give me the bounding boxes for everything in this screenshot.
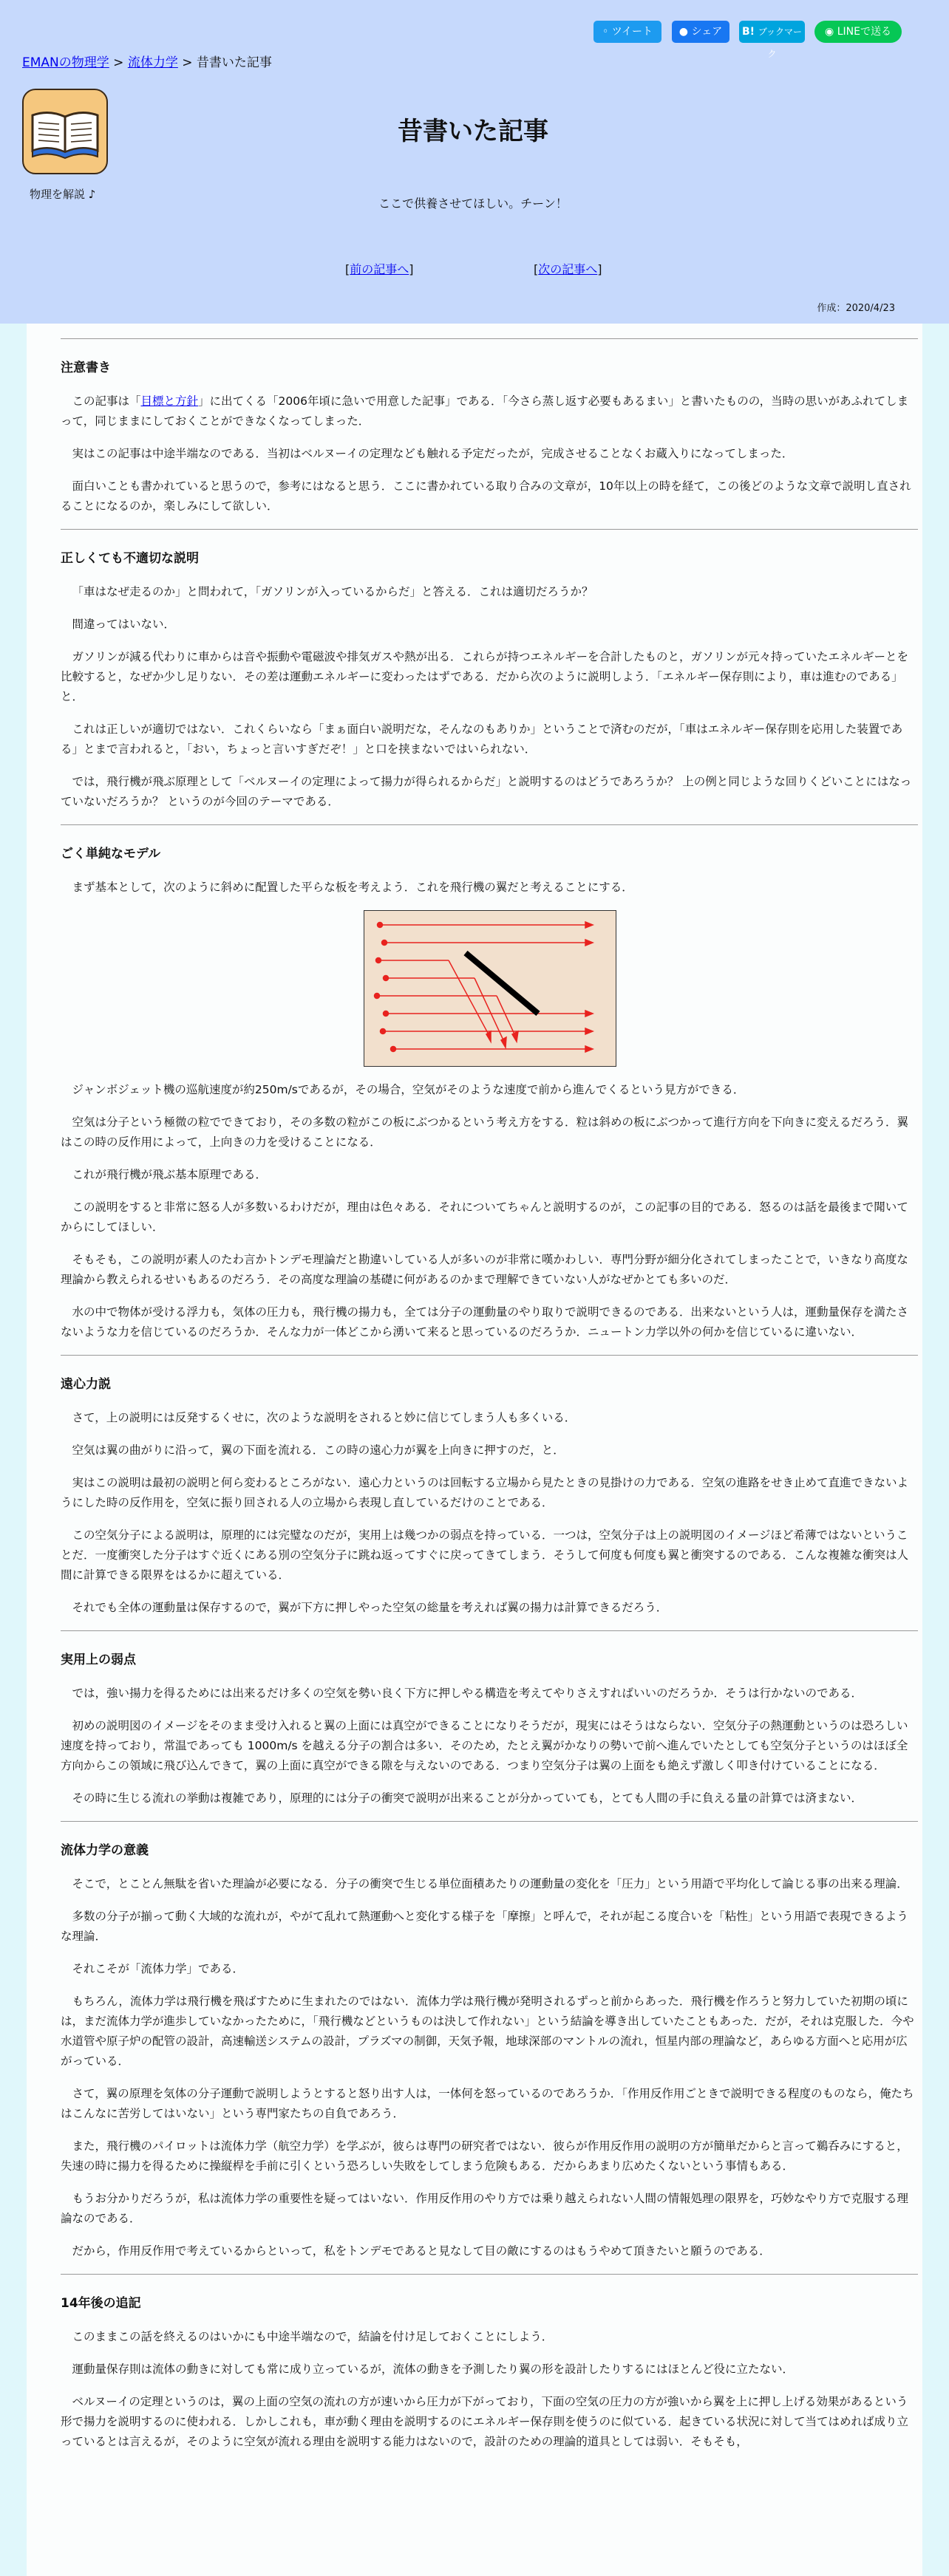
- breadcrumb-category-link[interactable]: 流体力学: [127, 55, 178, 70]
- paragraph: それこそが「流体力学」である．: [72, 1962, 245, 1975]
- created-date: 作成：2020/4/23: [817, 303, 895, 314]
- paragraph: 運動量保存則は流体の動きに対しても常に成り立っているが，流体の動きを予測したり翼の形を設計したりするにはほとんど役に立たない．: [72, 2363, 795, 2376]
- section-heading: 14年後の追記: [61, 2296, 141, 2311]
- paragraph: まず基本として，次のように斜めに配置した平らな板を考えよう．これを飛行機の翼だと考えることにする．: [72, 881, 633, 894]
- paragraph: ガソリンが減る代わりに車からは音や振動や電磁波や排気ガスや熱が出る．これらが持つエネルギーを合計したものと，ガソリンが元々持っていたエネルギーとを比較すると，なぜか少し足りない．その差は運動エネルギーに変わったはずである．だから次のように説明しよう．「エネルギー保存則により，車は進むのである」と．: [61, 650, 909, 703]
- article-body: [0, 324, 949, 2576]
- open-book-icon: [24, 90, 106, 173]
- paragraph: この説明をすると非常に怒る人が多数いるわけだが，理由は色々ある．それについてちゃんと説明するのが，この記事の目的である．怒るのは話を最後まで聞いてからにしてほしい．: [61, 1200, 908, 1234]
- section-divider: [61, 824, 918, 825]
- paragraph: では，飛行機が飛ぶ原理として「ベルヌーイの定理によって揚力が得られるからだ」と説明するのはどうであろうか？ 上の例と同じような回りくどいことにはなっていないだろうか？ というのが今回のテーマである．: [61, 775, 912, 808]
- paragraph: 空気は翼の曲がりに沿って，翼の下面を流れる．この時の遠心力が翼を上向きに押すのだ，と．: [72, 1444, 565, 1457]
- goals-link[interactable]: 目標と方針: [140, 394, 199, 408]
- breadcrumb-site-link[interactable]: EMANの物理学: [22, 55, 109, 70]
- paragraph: だから，作用反作用で考えているからといって，私をトンデモであると見なして目の敵にするのはもうやめて頂きたいと願うのである．: [72, 2244, 771, 2258]
- paragraph: さて，翼の原理を気体の分子運動で説明しようとすると怒り出す人は，一体何を怒っているのであろうか．「作用反作用ごときで説明できる程度のものなら，俺たちはこんなに苦労してはいない」という専門家たちの自負であろう．: [61, 2087, 914, 2120]
- paragraph: その時に生じる流れの挙動は複雑であり，原理的には分子の衝突で説明が出来ることが分かっていても，とても人間の手に負える量の計算では済まない．: [72, 1791, 863, 1805]
- paragraph: ジャンボジェット機の巡航速度が約250m/sであるが，その場合，空気がそのような速度で前から進んでくるという見方ができる．: [72, 1083, 745, 1096]
- section-divider: [61, 1355, 918, 1356]
- paragraph: これが飛行機が飛ぶ基本原理である．: [72, 1168, 268, 1181]
- section-heading: 注意書き: [61, 361, 111, 375]
- facebook-icon: ●: [678, 26, 692, 38]
- breadcrumb-separator: >: [109, 55, 128, 70]
- paragraph: 水の中で物体が受ける浮力も，気体の圧力も，飛行機の揚力も，全ては分子の運動量のやり取りで説明できるのである．出来ないという人は，運動量保存を満たさないような力を信じているのだろうか．そんな力が一体どこから湧いて来ると思っているのだろうか．ニュートン力学以外の何かを信じているに違いない．: [61, 1305, 909, 1339]
- breadcrumb: [22, 52, 272, 70]
- page-header: [0, 0, 949, 324]
- paragraph: もちろん，流体力学は飛行機を飛ばすために生まれたのではない．流体力学は飛行機が発明されるずっと前からあった．飛行機を作ろうと努力していた初期の頃には，まだ流体力学が進歩していなかったために，「飛行機などというものは決して作れない」という結論を導き出していたこともあった．だが，それは克服した．今や水道管や原子炉の配管の設計，高速輸送システムの設計，プラズマの制御，天気予報，地球深部のマントルの流れ，恒星内部の理論など，あらゆる方面へと応用が広がっている．: [61, 1995, 914, 2068]
- tweet-label: ツイート: [611, 26, 653, 38]
- paragraph: そこで，とことん無駄を省いた理論が必要になる．分子の衝突で生じる単位面積あたりの運動量の変化を「圧力」という用語で平均化して論じる事の出来る理論．: [72, 1877, 908, 1890]
- section-divider: [61, 338, 918, 339]
- section-divider: [61, 1821, 918, 1822]
- section-heading: 正しくても不適切な説明: [61, 551, 199, 566]
- breadcrumb-separator: >: [177, 55, 197, 70]
- section-divider: [61, 1630, 918, 1631]
- paragraph: この空気分子による説明は，原理的には完璧なのだが，実用上は幾つかの弱点を持っている．一つは，空気分子は上の説明図のイメージほど希薄ではないということだ．一度衝突した分子はすぐ近くにある別の空気分子に跳ね返ってすぐに戻ってきてしまう．そうして何度も何度も翼と衝突するのである．こんな複雑な衝突は人間に計算できる限界をはるかに超えている．: [61, 1528, 909, 1582]
- left-side-band: [0, 324, 27, 2576]
- tweet-button[interactable]: [593, 21, 661, 43]
- section-heading: ごく単純なモデル: [61, 847, 161, 861]
- paragraph: このままこの話を終えるのはいかにも中途半端なので，結論を付け足しておくことにしよう．: [72, 2330, 554, 2343]
- paragraph: 面白いことも書かれていると思うので，参考にはなると思う．ここに書かれている取り合みの文章が，10年以上の時を経て，この後どのような文章で説明し直されることになるのか，楽しみにして欲しい．: [61, 479, 911, 513]
- paragraph: ベルヌーイの定理というのは，翼の上面の空気の流れの方が速いから圧力が下がっており，下面の空気の圧力の方が強いから翼を上に押し上げる効果があるという形で揚力を説明するのに使われる．しかしこれも，車が動く理由を説明するのにエネルギー保存則を使うのに似ている．起きている状況に対して当てはめれば成り立っているとは言えるが，そのように空気が流れる理由を説明する能力はないので，設計のための理論的道具としては弱い．そもそも，: [61, 2395, 909, 2448]
- paragraph: 空気は分子という極微の粒でできており，その多数の粒がこの板にぶつかるという考え方をする．粒は斜めの板にぶつかって進行方向を下向きに変えるだろう．翼はこの時の反作用によって，上向きの力を受けることになる．: [61, 1116, 909, 1149]
- section-heading: 流体力学の意義: [61, 1843, 149, 1858]
- line-share-button[interactable]: [814, 21, 902, 43]
- paragraph: それでも全体の運動量は保存するので，翼が下方に押しやった空気の総量を考えれば翼の揚力は計算できるだろう．: [72, 1601, 668, 1614]
- section-heading: 遠心力説: [61, 1377, 111, 1392]
- paragraph: 「車はなぜ走るのか」と問われて，「ガソリンが入っているからだ」と答える．これは適切だろうか？: [72, 585, 593, 598]
- paragraph: 実はこの説明は最初の説明と何ら変わるところがない．遠心力というのは回転する立場から見たときの見掛けの力である．空気の進路をせき止めて直進できないようにした時の反作用を，空気に振り回される人の立場から表現し直しているだけのことである．: [61, 1476, 909, 1509]
- page-subtitle: ここで供養させてほしい。チーン！: [378, 197, 568, 211]
- wing-plate-diagram: [364, 910, 616, 1067]
- facebook-label: シェア: [691, 26, 723, 38]
- breadcrumb-current: 昔書いた記事: [196, 55, 272, 70]
- next-article-link[interactable]: [次の記事へ]: [534, 262, 602, 276]
- article-content: [61, 338, 918, 2464]
- section-heading: 実用上の弱点: [61, 1653, 136, 1667]
- prev-article-link[interactable]: [前の記事へ]: [345, 262, 414, 276]
- paragraph: さて，上の説明には反発するくせに，次のような説明をされると妙に信じてしまう人も多くいる．: [72, 1411, 576, 1424]
- paragraph: もうお分かりだろうが，私は流体力学の重要性を疑ってはいない．作用反作用のやり方では乗り越えられない人間の情報処理の限界を，巧妙なやり方で克服する理論なのである．: [61, 2192, 909, 2225]
- paragraph: 多数の分子が揃って動く大域的な流れが，やがて乱れて熱運動へと変化する様子を「摩擦」と呼んで，それが起こる度合いを「粘性」という用語で表現できるような理論．: [61, 1910, 908, 1943]
- paragraph: また，飛行機のパイロットは流体力学（航空力学）を学ぶが，彼らは専門の研究者ではない．彼らが作用反作用の説明の方が簡単だからと言って鵜呑みにすると，失速の時に揚力を得るために操縦桿を手前に引くという恐ろしい失敗をしてしまう危険もある．だからあまり広めたくないという事情もある．: [61, 2139, 908, 2173]
- hatena-bookmark-button[interactable]: [739, 21, 805, 59]
- facebook-share-button[interactable]: [672, 21, 729, 43]
- site-logo[interactable]: [22, 89, 108, 174]
- section-divider: [61, 529, 918, 530]
- line-label: LINEで送る: [837, 26, 891, 38]
- paragraph: そもそも，この説明が素人のたわ言かトンデモ理論だと勘違いしている人が多いのが非常に嘆かわしい．専門分野が細分化されてしまったことで，いきなり高度な理論から教えられるせいもあるのだろう．その高度な理論の基礎に何があるのかまで理解できていない人がなぜかとても多いのだ．: [61, 1253, 908, 1286]
- page-title: 昔書いた記事: [398, 117, 548, 146]
- paragraph: この記事は「目標と方針」に出てくる「2006年頃に急いで用意した記事」である．「今さら蒸し返す必要もあるまい」と書いたものの，当時の思いがあふれてしまって，同じままにしておくことができなくなってしまった．: [61, 394, 909, 428]
- paragraph: これは正しいが適切ではない．これくらいなら「まぁ面白い説明だな，そんなのもありか」ということで済むのだが，「車はエネルギー保存則を応用した装置である」とまで言われると，「おい，ちょっと言いすぎだぞ！」と口を挟まないではいられない．: [61, 722, 903, 756]
- section-divider: [61, 2274, 918, 2275]
- twitter-icon: ◦: [602, 26, 612, 38]
- line-icon: ◉: [825, 26, 837, 38]
- right-side-band: [922, 324, 949, 2576]
- paragraph: 初めの説明図のイメージをそのまま受け入れると翼の上面には真空ができることになりそうだが，現実にはそうはならない．空気分子の熱運動というのは恐ろしい速度を持っており，常温であっても 1000m/s を越える分子の割合は多い．そのため，たとえ翼がかなりの勢いで前へ進んでいたとしても空気分子というのはほぼ全方向からこの領域に飛び込んできて，翼の上面に真空ができる隙を与えないのである．つまり空気分子は翼の上面をも絶えず激しく叩き付けていることになる．: [61, 1719, 908, 1772]
- prev-article-label[interactable]: 前の記事へ: [350, 262, 409, 276]
- paragraph: 実はこの記事は中途半端なのである．当初はベルヌーイの定理なども触れる予定だったが，完成させることなくお蔵入りになってしまった．: [72, 447, 794, 460]
- logo-caption: 物理を解説 ♪: [30, 188, 96, 201]
- next-article-label[interactable]: 次の記事へ: [538, 262, 598, 276]
- paragraph: 間違ってはいない．: [72, 618, 176, 631]
- paragraph: では，強い揚力を得るためには出来るだけ多くの空気を勢い良く下方に押しやる構造を考えてやりさえすればいいのだろうか．そうは行かないのである．: [72, 1687, 863, 1700]
- hatena-label: ブックマーク: [758, 27, 803, 59]
- hatena-icon: B!: [741, 26, 758, 38]
